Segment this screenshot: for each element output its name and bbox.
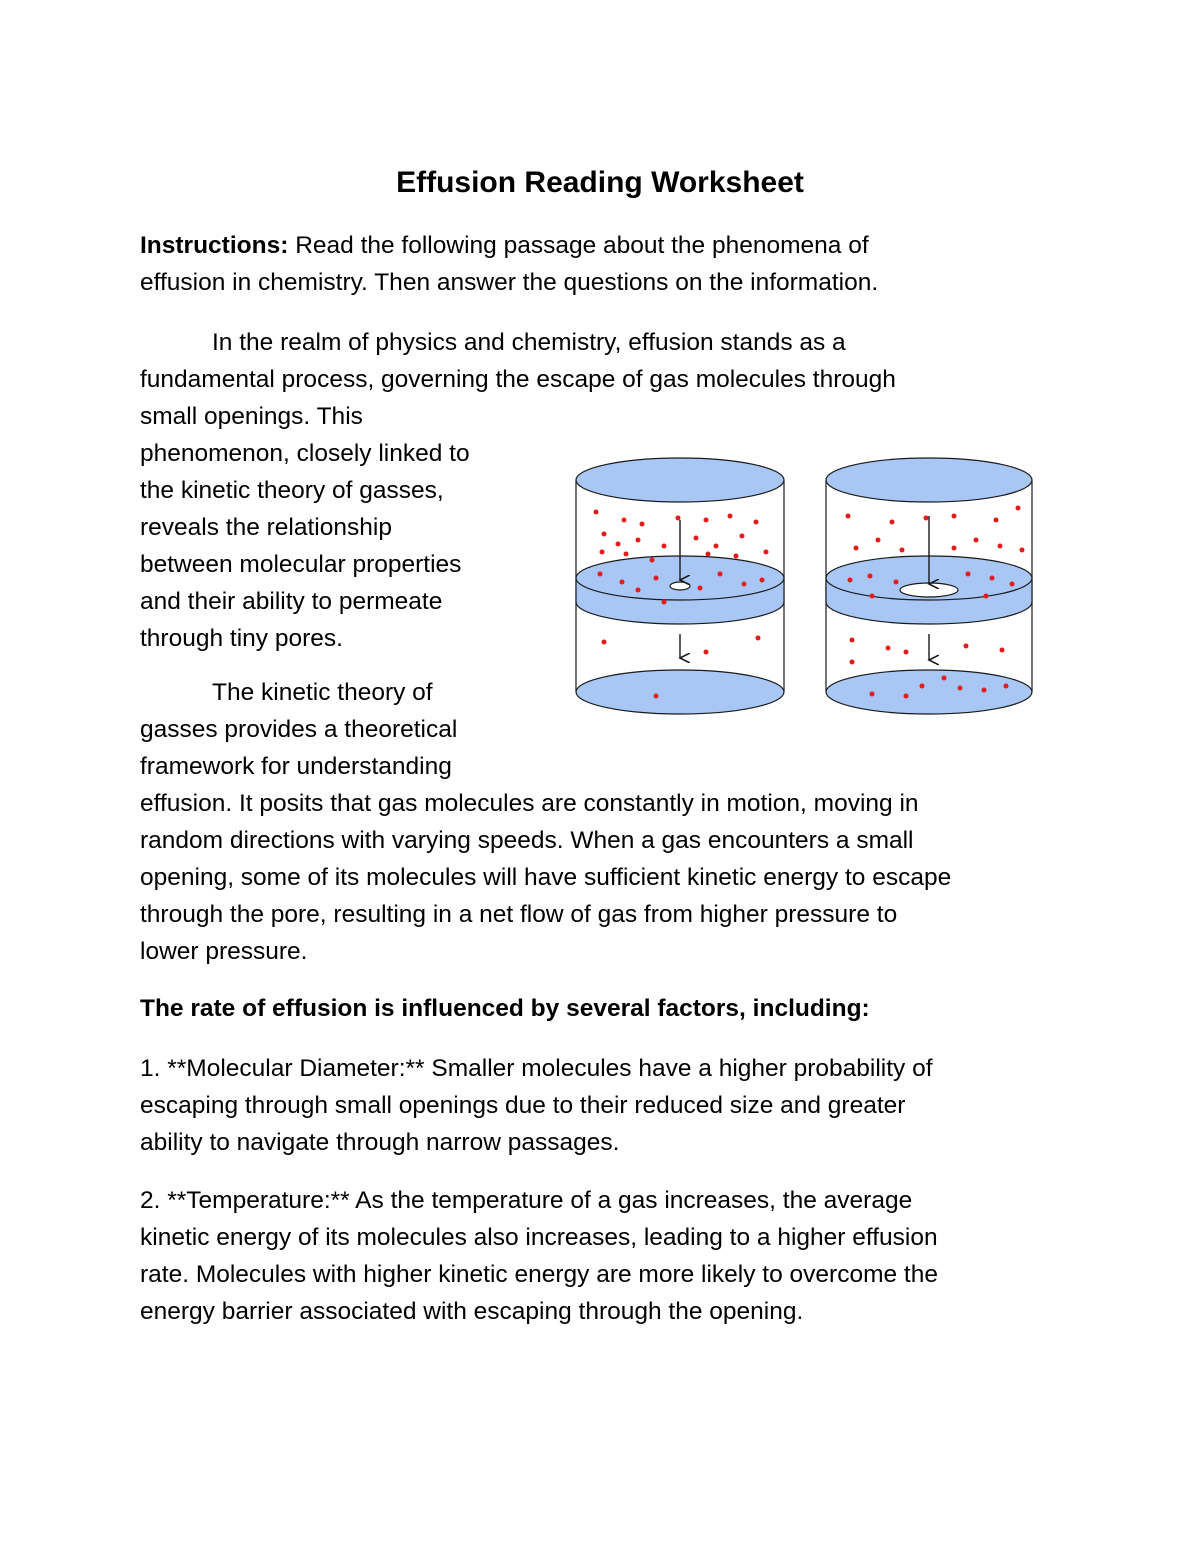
molecule [920,684,925,689]
factor-1 [140,1050,1060,1161]
molecule [694,536,699,541]
molecule [1020,548,1025,553]
molecule [662,600,667,605]
molecule [924,516,929,521]
list-item-line: 2. **Temperature:** As the temperature of a gas increases, the average [140,1187,913,1214]
molecule [704,518,709,523]
molecule [754,520,759,525]
molecule [850,660,855,665]
molecule [850,638,855,643]
paragraph-2-wrap [140,674,530,785]
effusion-diagram [566,456,1040,726]
molecule [886,646,891,651]
molecule [636,538,641,543]
molecule [728,514,733,519]
molecule [636,588,641,593]
paragraph-2-body [140,785,1060,970]
molecule [616,542,621,547]
molecule [760,578,765,583]
molecule [620,580,625,585]
paragraph-line: effusion. It posits that gas molecules are constantly in motion, moving in [140,790,919,817]
molecule [854,546,859,551]
paragraph-1-wrap [140,398,530,657]
disk-top [576,458,784,502]
list-item-line: rate. Molecules with higher kinetic energy are more likely to overcome the [140,1261,938,1288]
molecule [640,522,645,527]
paragraph-line: gasses provides a theoretical [140,716,458,743]
list-item-line: kinetic energy of its molecules also increases, leading to a higher effusion [140,1224,938,1251]
paragraph-line: framework for understanding [140,753,452,780]
molecule [904,650,909,655]
paragraph-line: fundamental process, governing the escape of gas molecules through [140,366,896,393]
molecule [900,548,905,553]
paragraph-line: and their ability to permeate [140,588,443,615]
molecule [734,554,739,559]
molecule [1010,582,1015,587]
list-item-line: escaping through small openings due to their reduced size and greater [140,1092,906,1119]
factor-2 [140,1182,1060,1330]
page-title: Effusion Reading Worksheet [396,166,804,199]
molecule [942,676,947,681]
paragraph-line: random directions with varying speeds. When a gas encounters a small [140,827,914,854]
disk-bottom [576,670,784,714]
molecule [706,552,711,557]
molecule [952,546,957,551]
molecule [964,644,969,649]
molecule [974,538,979,543]
paragraph-line: through tiny pores. [140,625,343,652]
molecule [654,694,659,699]
disk-top [826,458,1032,502]
instructions-line-2: effusion in chemistry. Then answer the questions on the information. [140,269,879,296]
molecule [982,688,987,693]
paragraph-line: small openings. This [140,403,363,430]
molecule [742,582,747,587]
molecule [1016,506,1021,511]
cylinder-small-pore [576,458,784,714]
molecule [848,578,853,583]
molecule [870,594,875,599]
effusion-diagram-svg [566,456,1040,726]
molecule [952,514,957,519]
molecule [650,558,655,563]
molecule [990,576,995,581]
paragraph-line: phenomenon, closely linked to [140,440,470,467]
instructions [140,227,1060,301]
molecule [994,518,999,523]
paragraph-line: opening, some of its molecules will have sufficient kinetic energy to escape [140,864,952,891]
molecule [662,544,667,549]
molecule [894,580,899,585]
molecule [958,686,963,691]
molecule [966,572,971,577]
cylinder-large-pore [826,458,1032,714]
molecule [698,586,703,591]
molecule [718,572,723,577]
molecule [594,510,599,515]
pore-large [900,583,958,597]
molecule [756,636,761,641]
molecule [764,550,769,555]
molecule [602,532,607,537]
molecule [1000,648,1005,653]
molecule [622,518,627,523]
instructions-label: Instructions: [140,232,289,259]
molecule [676,516,681,521]
molecule [600,550,605,555]
molecule [890,520,895,525]
instructions-line-1: Read the following passage about the phenomena of [295,232,869,259]
disk-bottom [826,670,1032,714]
molecule [846,514,851,519]
paragraph-line: through the pore, resulting in a net flow of gas from higher pressure to [140,901,898,928]
paragraph-1-top [140,324,1060,398]
paragraph-line: reveals the relationship [140,514,392,541]
molecule [998,544,1003,549]
paragraph-line: lower pressure. [140,938,308,965]
pore-small [670,582,690,590]
molecule [868,574,873,579]
list-item-line: 1. **Molecular Diameter:** Smaller molecules have a higher probability of [140,1055,933,1082]
molecule [704,650,709,655]
molecule [870,692,875,697]
molecule [904,694,909,699]
molecule [624,552,629,557]
paragraph-line: In the realm of physics and chemistry, effusion stands as a [212,329,846,356]
factors-heading: The rate of effusion is influenced by several factors, including: [140,995,870,1022]
molecule [654,576,659,581]
molecule [714,544,719,549]
molecule [876,538,881,543]
paragraph-line: the kinetic theory of gasses, [140,477,444,504]
paragraph-line: The kinetic theory of [212,679,433,706]
molecule [1004,684,1009,689]
paragraph-line: between molecular properties [140,551,462,578]
molecule [984,594,989,599]
molecule [598,572,603,577]
molecule [740,534,745,539]
list-item-line: ability to navigate through narrow passages. [140,1129,620,1156]
list-item-line: energy barrier associated with escaping through the opening. [140,1298,804,1325]
molecule [602,640,607,645]
